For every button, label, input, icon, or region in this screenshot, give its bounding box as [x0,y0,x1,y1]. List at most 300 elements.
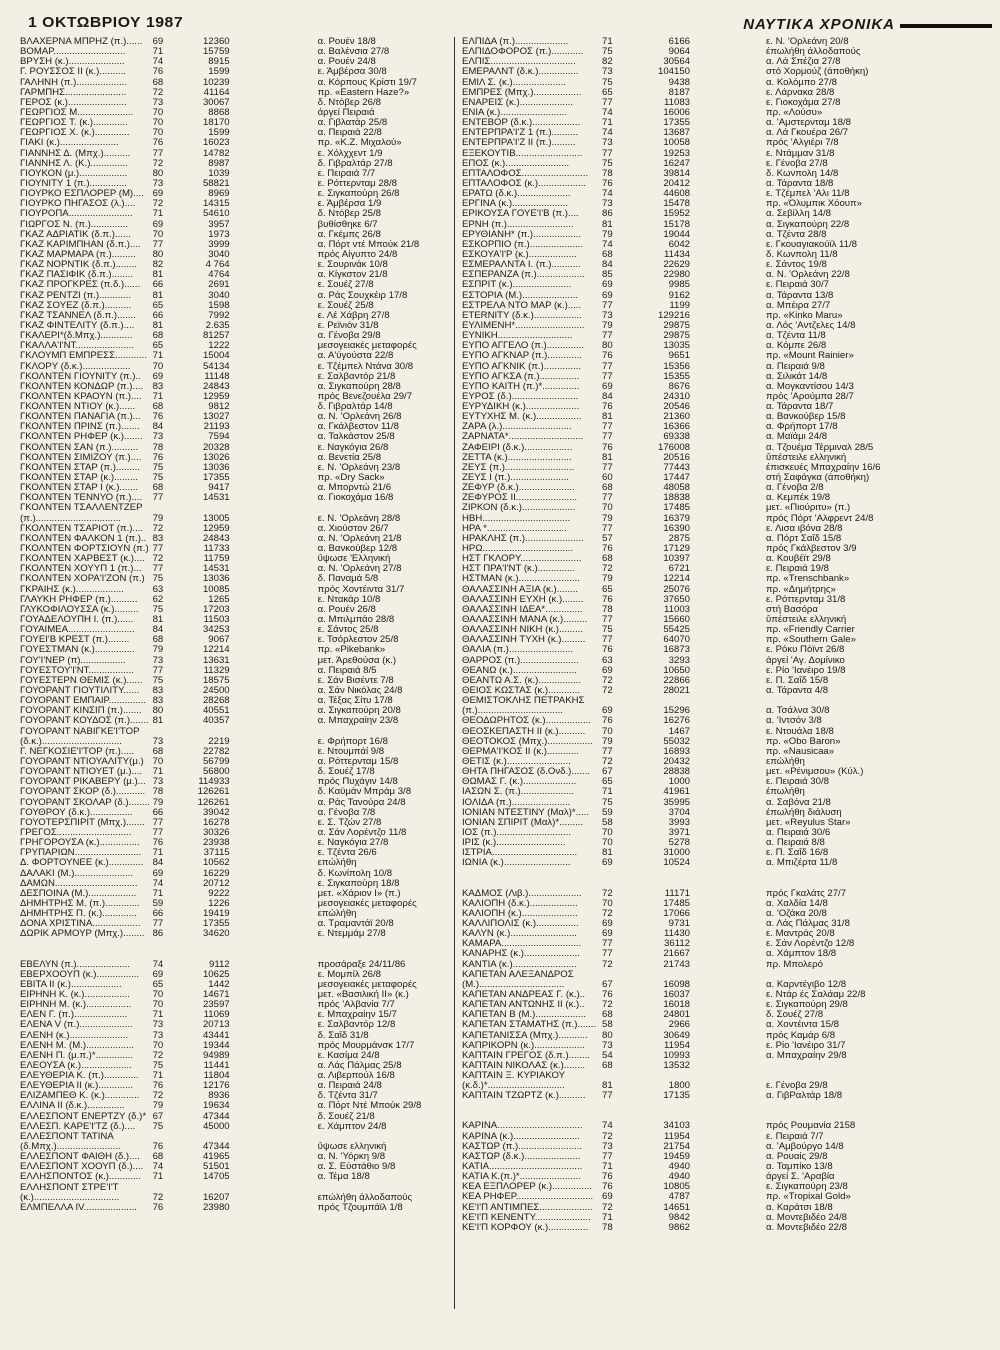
position-note: πρός Χοντέιντα 31/7 [317,584,405,595]
position-note: α. Ρουέν 24/8 [317,57,376,68]
ship-name: ΒΟΜΑΡ........................... [20,47,126,58]
position-note: α. Λάς Πάλμας 31/8 [766,918,850,929]
position-note: α. Καρντέγιβο 12/8 [766,979,847,990]
tonnage: 4764 [208,269,230,281]
ship-name: ΕΛΜΠΕΛΛΑ IV.................... [20,1202,137,1213]
build-year: 80 [152,248,164,260]
ship-row [20,615,452,625]
tonnage: 41164 [203,86,230,98]
position-note: α. Γιοκοχάμα 16/8 [317,493,394,504]
ship-name: ΕΒΙΤΑ ΙΙ (κ.)................... [20,979,122,990]
ship-row [462,402,992,412]
position-note: πρός Γκάλβεστον 3/9 [766,544,857,555]
tonnage: 10993 [663,1049,690,1061]
tonnage: 1226 [208,897,230,909]
position-note: α. Βενετία 25/8 [317,452,382,463]
position-note: α. Σιγκαπούρη 28/8 [317,381,401,392]
position-note: πρ. «Tropixal Gold» [766,1192,851,1203]
ship-name: ΕΠΤΑΛΟΦΟΣ......................... [462,168,589,179]
ship-row [20,747,452,757]
tonnage: 51501 [202,1161,230,1173]
build-year: 72 [602,907,613,919]
build-year: 69 [152,36,164,47]
tonnage: 8969 [208,188,230,200]
ship-row [20,808,452,818]
build-year: 75 [602,796,613,808]
position-note: ΰπέστειλε ελληνική [766,615,847,626]
position-note: άργεί 'Αγ. Δομίνικο [766,655,845,666]
ship-row [20,757,452,767]
ship-row [20,453,452,463]
tonnage: 24843 [202,532,230,544]
tonnage: 15660 [663,614,690,626]
position-note: α. Σιγκαπούρη 22/8 [766,219,850,230]
build-year: 85 [602,269,613,281]
ship-row [20,929,452,939]
ship-row [20,564,452,574]
build-year: 69 [602,380,613,392]
ship-row [20,787,452,797]
position-note: α. Μπιζέρτα 11/8 [766,858,838,869]
build-year: 77 [152,816,164,828]
build-year: 84 [602,390,613,402]
ship-name: ΓΚΑΖ ΝΟΡΝΤΙΚ (δ.π.)........ [20,260,137,271]
build-year: 70 [152,988,164,1000]
tonnage: 8915 [208,56,230,68]
build-year: 71 [152,390,164,402]
position-note: α. Βαλένσια 27/8 [317,47,390,58]
position-note: πρός Τζουμπάϊλ 1/8 [317,1202,403,1213]
tonnage: 29875 [663,319,690,331]
position-note: ε. Ρόττερνταμ 28/8 [317,178,398,189]
position-note: πρ. «Kinko Maru» [766,310,843,321]
build-year: 65 [152,340,164,352]
build-year: 68 [602,482,613,494]
ship-name: ΕΝΤΕΡΠΡΑ'Ι'Ζ ΙΙ (π.)......... [462,138,576,149]
ship-row [20,970,452,980]
ship-name: ΙΑΣΩΝ Σ. (π.).................... [462,787,575,798]
position-note: πρ. «Southern Gale» [766,635,856,646]
build-year: 72 [602,563,613,575]
build-year: 77 [152,826,164,838]
tonnage: 24801 [663,1009,690,1021]
tonnage: 14651 [663,1201,690,1213]
ship-row [20,311,452,321]
position-note: πρ. Μπολερό [766,959,823,970]
ship-name: ΓΟΥΟΡΑΝΤ ΝΤΙΟΥΕΤ (μ.).... [20,767,143,778]
ship-name: ΓΕΩΡΓΙΟΣ Μ..................... [20,107,134,118]
position-note: α. Ν. 'Ορλεάνη 21/8 [317,533,402,544]
ship-row [462,554,992,564]
ship-row [462,1223,992,1233]
build-year: 75 [152,461,164,473]
tonnage: 11083 [664,96,690,108]
tonnage: 20432 [663,755,690,767]
ship-row [20,798,452,808]
ship-row [462,1081,992,1091]
position-note: α. Ράς Τανούρα 24/8 [317,797,406,808]
tonnage: 8868 [208,106,230,118]
tonnage: 55425 [663,624,690,636]
tonnage: 104150 [657,66,690,78]
ship-row [462,970,992,980]
position-note: α. Τάραντα 4/8 [766,686,829,696]
tonnage: 13631 [202,654,230,666]
build-year: 72 [602,999,613,1011]
tonnage: 28021 [663,685,690,696]
build-year: 84 [152,624,164,636]
ship-name: ΕΜΠΡΕΣ (Μπχ.).................. [462,87,582,98]
tonnage: 9812 [208,401,230,413]
ship-name: ΗΒΗ................................. [462,513,571,524]
ship-row [462,1051,992,1061]
ship-row [20,696,452,706]
position-note: δ. Κωνπολη 14/8 [766,168,839,179]
build-year: 67 [152,1110,164,1122]
position-note: πρός Γκαλάτς 27/7 [766,888,847,899]
tonnage: 9438 [668,76,690,88]
ship-row [462,645,992,655]
build-year: 77 [602,360,613,372]
ship-name: ΔΑΛΑΚΙ (Μ.)...................... [20,868,134,879]
ship-name: ΓΚΟΛΝΤΕΝ ΚΟΝΔΩΡ (π.).... [20,381,144,392]
tonnage: 44608 [663,188,690,200]
ship-name: ΙΡΙΣ (κ.).......................... [462,838,566,849]
ship-row [462,138,992,148]
position-note: α. Ταλκάστον 25/8 [317,432,395,443]
tonnage: 9162 [668,289,690,301]
ship-row [20,514,452,524]
ship-name: ΓΚΟΛΝΤΕΝ ΧΑΡΒΕΣΤ (κ.).... [20,554,145,565]
build-year: 79 [152,796,164,808]
ship-name: ΙΟΛΙΔΑ (π.)...................... [462,797,571,808]
build-year: 77 [602,1090,613,1102]
tonnage: 30564 [663,56,690,68]
section-gap [462,869,992,889]
ship-row [20,179,452,189]
build-year: 72 [152,157,164,169]
tonnage: 54134 [202,360,230,372]
position-note: ε. Μπαχραίην 15/7 [317,1010,397,1021]
build-year: 78 [602,1221,613,1233]
ship-row [462,686,992,696]
ship-name: ΚΑΠΡΙΚΟΡΝ (κ.)................... [462,1040,585,1051]
ship-row [20,473,452,483]
ship-row [20,666,452,676]
position-note: πρ. «Trenschbank» [766,574,850,585]
position-note: α. Λάς Πάλμας 25/8 [317,1060,402,1071]
build-year: 76 [602,543,613,555]
tonnage: 17355 [202,918,230,930]
ship-name: ΚΑΠΤΑΙΝ ΤΖΩΡΤΖ (κ.).......... [462,1091,586,1102]
ship-row [20,149,452,159]
ship-name: ΓΡΥΠΑΡΙΩΝ......................... [20,848,142,859]
magazine-title: ΝΑΥΤΙΚΑ ΧΡΟΝΙΚΑ [743,16,895,33]
ship-name: ΖΕΦΥΡ (δ.κ.)..................... [462,483,575,494]
build-year: 72 [602,958,613,970]
ship-name: ΕΣΜΕΡΑΛΝΤΑ Ι. (π.)........... [462,260,581,271]
tonnage: 6166 [668,36,690,47]
position-note: α. Ρόττερνταμ 15/8 [317,756,399,767]
build-year: 70 [152,360,164,372]
tonnage: 10650 [663,664,690,676]
build-year: 76 [602,988,613,1000]
ship-name: ΕΒΕΡΧΟΟΥΠ (κ.)................ [20,969,140,980]
tonnage: 34620 [202,928,230,940]
build-year: 74 [602,238,613,250]
position-note: πρ. «Όλυμπικ Χόουπ» [766,199,862,210]
position-note: ε. Λισα ιβόνα 28/8 [766,523,843,534]
ship-row [462,291,992,301]
position-note: ε. Χόλχχεντ 1/9 [317,148,383,159]
ship-row [462,240,992,250]
position-note: ε. Τζέμπελ Ντάνα 30/8 [317,361,414,372]
position-note: ε. Σουέζ 27/8 [317,280,374,291]
ship-row [462,57,992,67]
ship-name: ΚΑΠΕΤΑΝ ΑΛΕΞΑΝΔΡΟΣ [462,969,574,980]
position-note: έπωλήθη [766,787,805,798]
build-year: 71 [152,766,164,778]
position-note: α. Ρουέν 26/8 [317,604,376,615]
ship-row [20,159,452,169]
ship-name: Γ. ΝΕΓΚΟΣΙΕ'Ι'ΤΟΡ (π.)..... [20,746,135,757]
position-note: α. Τσάλνα 30/8 [766,706,830,717]
tonnage: 6721 [668,563,690,575]
build-year: 77 [152,147,164,159]
ship-name: ΖΕΦΥΡΟΣ ΙΙ....................... [462,493,578,504]
ship-row [462,189,992,199]
ship-name: (π.)................................ [20,513,121,524]
ship-name: ΕΥΠΟ ΑΓΚΝΙΚ (π.).............. [462,361,582,372]
build-year: 71 [152,1171,164,1183]
tonnage: 114933 [198,776,230,788]
ship-row [20,1172,452,1182]
build-year: 81 [152,614,164,626]
build-year: 70 [602,897,613,909]
tonnage: 15296 [663,705,690,717]
build-year: 74 [602,106,613,118]
ship-row [462,798,992,808]
ship-name: ΓΚΟΛΝΤΕΝ ΣΑΝ (π.).......... [20,442,139,453]
ship-row [462,1071,992,1081]
position-note: ε. Σαλβαντόρ 12/8 [317,1020,396,1031]
build-year: 71 [602,117,613,129]
tonnage: 13036 [202,573,230,585]
build-year: 68 [602,553,613,565]
build-year: 82 [602,56,613,68]
tonnage: 2.635 [205,319,230,331]
tonnage: 8676 [668,380,690,392]
position-note: πρ. «Nausicaa» [766,746,835,757]
build-year: 75 [602,46,613,58]
tonnage: 2219 [208,735,230,747]
position-note: πρός 'Αλβανία 7/7 [317,1000,395,1011]
ship-row [462,1182,992,1192]
build-year: 74 [602,1120,613,1132]
tonnage: 17135 [663,1090,690,1102]
ship-row [462,159,992,169]
tonnage: 11329 [203,664,230,676]
ship-row [462,270,992,280]
right-column [462,37,992,1233]
ship-row [20,716,452,726]
tonnage: 16379 [663,512,690,524]
position-note: στή Βασόρα [766,604,818,615]
tonnage: 9064 [668,46,690,58]
position-note: μετ. «Reyulus Star» [766,817,851,828]
ship-row [20,402,452,412]
tonnage: 22629 [663,259,690,271]
position-note: α. Σάν Λορέντζο 11/8 [317,827,407,838]
build-year: 70 [152,1039,164,1051]
ship-row [20,605,452,615]
tonnage: 5278 [668,837,690,849]
ship-row [462,118,992,128]
build-year: 73 [602,198,613,210]
position-note: ε. Άμβέρσα 30/8 [317,67,387,78]
tonnage: 16037 [663,988,690,1000]
position-note: ε. Γένοβα 27/8 [766,158,828,169]
build-year: 76 [602,350,613,362]
ship-row [20,585,452,595]
position-note: ε. Σάν Βισέντε 7/8 [317,675,394,686]
tonnage: 11503 [203,614,230,626]
tonnage: 45000 [202,1120,230,1132]
ship-row [462,179,992,189]
ship-name: ΓΙΟΥΡΟΠΑ........................ [20,209,133,220]
ship-row [462,625,992,635]
ship-name: ΓΙΑΚΙ (κ.)...................... [20,138,119,149]
ship-name: ΓΚΟΛΝΤΕΝ ΤΣΑΛΛΕΝΤΖΕΡ [20,503,143,514]
ship-row [20,291,452,301]
build-year: 83 [152,532,164,544]
ship-row [462,47,992,57]
ship-name: ΕΥΠΟ ΑΓΚΝΑΡ (π.)............. [462,351,582,362]
position-note: α. Γκέμπς 26/8 [317,229,381,240]
ship-name: ΓΚΟΛΝΤΕΝ ΣΤΑΡ Ι (κ.)....... [20,483,139,494]
ship-name: ΓΟΥΟΤΕΡΣΠΙΡΙΤ (Μπχ.)....... [20,817,145,828]
build-year: 70 [602,826,613,838]
build-year: 77 [152,492,164,504]
ship-row [462,858,992,868]
section-gap [462,1101,992,1121]
build-year: 66 [152,279,164,291]
ship-name: ΚΑΠΤΑΙΝ ΓΡΕΓΟΣ (δ.π.)........ [462,1050,590,1061]
ship-name: ΚΑΔΜΟΣ (Λιβ.).................... [462,888,582,899]
position-note: α. Πόρτ ντέ Μπούκ 21/8 [317,239,420,250]
build-year: 76 [152,137,164,149]
ship-row [20,1152,452,1162]
ship-name: ΚΑΠΕΤΑΝ ΑΝΤΩΝΗΣ ΙΙ (κ.).. [462,1000,585,1011]
tonnage: 23980 [202,1201,230,1213]
build-year: 77 [602,96,613,108]
position-note: ε. Σαλβαντόρ 21/8 [317,371,396,382]
build-year: 77 [602,948,613,960]
tonnage: 2875 [668,532,690,544]
position-note: α. Σάν Νικόλας 24/8 [317,686,403,696]
ship-row [462,1061,992,1071]
tonnage: 126261 [197,786,230,798]
position-note: α. Ταμπίκο 13/8 [766,1162,833,1173]
tonnage: 22980 [663,269,690,281]
ship-row [462,149,992,159]
tonnage: 4940 [668,1171,690,1183]
position-note: α. Λός 'Αντζελες 14/8 [766,320,856,331]
position-note: α. Σεβίλλη 14/8 [766,209,832,220]
build-year: 73 [602,137,613,149]
ship-name: ΕΡΑΤΩ (δ.κ.).................... [462,189,571,200]
tonnage: 19634 [202,1100,230,1112]
issue-date: 1 ΟΚΤΩΒΡΙΟΥ 1987 [28,14,184,31]
ship-row [20,960,452,970]
build-year: 69 [602,289,613,301]
position-note: ε. Ντουμπάί 9/8 [317,746,385,757]
tonnage: 16893 [663,745,690,757]
tonnage: 21754 [663,1140,690,1152]
position-note: στή Σαφάγκα (άποθήκη) [766,473,870,484]
ship-row [20,1041,452,1051]
ship-name: ΕΛΛΕΣΠ. ΚΑΡΕ'Ι'ΤΖ (δ.).... [20,1121,136,1132]
position-note: ε. Ρεϊνιόν 31/8 [317,320,379,331]
tonnage: 28268 [202,695,230,707]
tonnage: 16023 [202,137,230,149]
tonnage: 41965 [202,1151,230,1163]
tonnage: 16276 [663,715,690,727]
ship-name: ΓΚΟΛΝΤΕΝ ΤΣΑΡΙΟΤ (π.).... [20,523,144,534]
ship-name: ΓΚΑΖ ΚΑΡΙΜΠΗΑΝ (δ.π.).... [20,239,141,250]
ship-name: ΕΥΠΟ ΑΓΓΕΛΟ (π.).............. [462,341,585,352]
build-year: 65 [152,978,164,990]
ship-name: ΓΟΥΟΡΑΝΤ ΝΤΙΟΥΑΛΙΤΥ(μ.) [20,756,144,767]
tonnage: 4 764 [205,259,230,271]
ship-row [462,280,992,290]
tonnage: 64070 [663,634,690,646]
position-note: ΰψωσε 'Ελληνική [317,554,391,565]
position-note: ε. Σάντος 19/8 [766,260,827,271]
ship-name: ΕΡΓΙΝΑ (κ.)..................... [462,199,569,210]
tonnage: 7992 [208,309,230,321]
tonnage: 39814 [663,167,690,179]
ship-row [462,585,992,595]
build-year: 71 [152,847,164,859]
ship-row [462,514,992,524]
ship-row [462,220,992,230]
ship-row [20,78,452,88]
tonnage: 13532 [663,1059,690,1071]
tonnage: 8187 [668,86,690,98]
ship-name: ΚΑΛΙΟΠΗ (κ.)..................... [462,908,578,919]
build-year: 75 [152,603,164,615]
tonnage: 12214 [663,573,690,585]
ship-name: ΕΝΙΑ (κ.)......................... [462,107,568,118]
ship-row [462,737,992,747]
position-note: α. Πειραιά 8/8 [766,838,825,849]
tonnage: 56799 [202,755,230,767]
ship-row [462,909,992,919]
ship-name: ΘΑΛΑΣΣΙΝΗ ΙΔΕΑ*.............. [462,604,583,615]
build-year: 69 [152,867,164,879]
ship-row [20,899,452,909]
ship-name: ΗΡΩ.................................. [462,544,574,555]
position-note: ε. Τζέντα 26/6 [317,848,377,859]
build-year: 71 [602,1161,613,1173]
ship-row [462,98,992,108]
tonnage: 11171 [664,887,690,899]
tonnage: 14315 [202,198,230,210]
ship-name: ΙΟΝΙΑΝ ΝΤΕΣΤΙΝΥ (Μαλ)*..... [462,807,589,818]
tonnage: 22866 [663,674,690,686]
ship-name: ΓΟΥΕΣΤΕΡΝ ΘΕΜΙΣ (κ.)...... [20,675,143,686]
